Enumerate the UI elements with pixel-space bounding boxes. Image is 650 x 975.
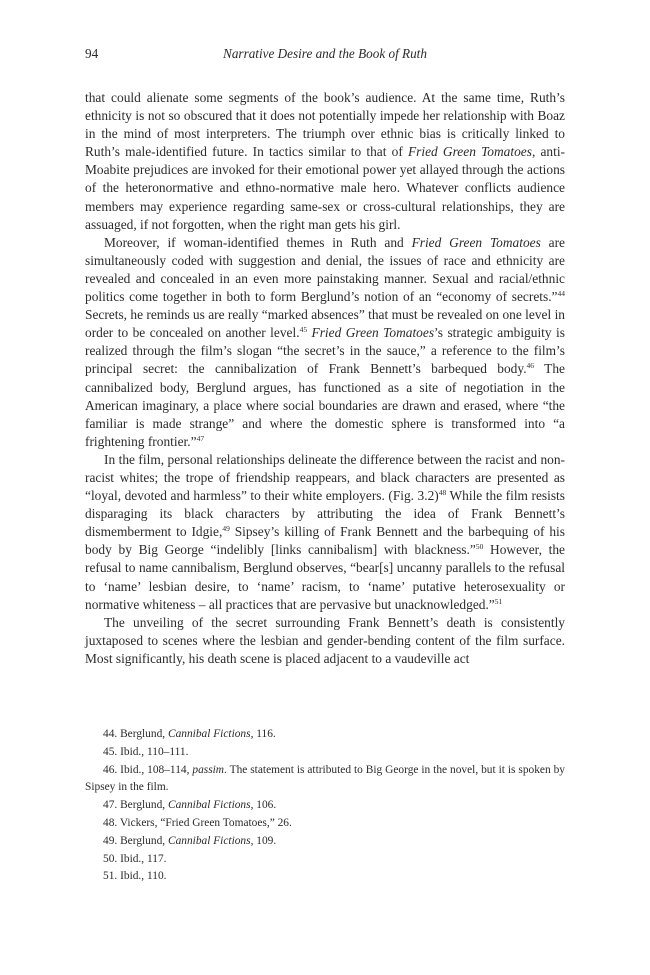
- text-run: , 106.: [250, 799, 277, 812]
- footnote-ref: 50: [475, 542, 484, 552]
- footnote-ref: 46: [526, 361, 535, 371]
- footnote-ref: 45: [299, 325, 308, 335]
- page-header: [85, 46, 565, 64]
- text-run: 51. Ibid., 110.: [103, 870, 167, 883]
- text-run: , 116.: [250, 728, 276, 740]
- footnote-ref: 47: [196, 433, 205, 443]
- footnote: [85, 815, 565, 833]
- text-run: 50. Ibid., 117.: [103, 852, 167, 865]
- text-run: The unveiling of the secret surrounding Frank Bennett’s death is consistently juxtaposed to scenes where the lesbian and gender-bending content of the film surface. Most significantly, his death scene is placed adjacent to a vaudeville act: [85, 614, 565, 666]
- italic-text: Cannibal Fictions: [167, 834, 251, 847]
- text-run: Secrets, he reminds us are really “marked absences” that must be revealed on one level in order to be concealed on another level.: [85, 307, 565, 341]
- footnote: [85, 762, 565, 798]
- page-number: 94: [85, 46, 99, 61]
- text-run: . The statement is attributed to Big George in the novel, but it is spoken by Sipsey in the film.: [85, 763, 565, 794]
- italic-text: Fried Green Tomatoes: [407, 144, 532, 160]
- footnotes: [85, 726, 565, 886]
- italic-text: Fried Green Tomatoes: [311, 325, 435, 341]
- footnote-ref: 51: [494, 596, 503, 606]
- text-run: , 109.: [250, 834, 277, 847]
- text-run: 46. Ibid., 108–114,: [103, 763, 193, 776]
- text-run: 45. Ibid., 110–111.: [103, 745, 189, 758]
- text-run: 44. Berglund,: [103, 728, 168, 740]
- footnote: [85, 744, 565, 762]
- text-run: , anti-Moabite prejudices are invoked for their emotional power yet allayed through the actions of the heteronormative and ethno-normative male hero. Whatever conflicts audience members may experience regarding same-sex or cross-cultural relationships, they are assuaged, if not forgotten, when the right man gets his girl.: [85, 144, 566, 232]
- footnote-ref: 48: [438, 488, 447, 498]
- italic-text: Cannibal Fictions: [167, 799, 251, 812]
- footnote: [85, 833, 565, 851]
- text-run: 47. Berglund,: [103, 799, 168, 812]
- text-run: Sipsey’s killing of Frank Bennett and the barbequing of his body by Big George “indelibly [links cannibalism] with blackness.”: [85, 524, 565, 558]
- footnote: [85, 851, 565, 869]
- paragraph: [85, 614, 565, 668]
- text-run: that could alienate some segments of the book’s audience. At the same time, Ruth’s ethnicity is not so obscured that it does not potentially impede her relationship with Boaz in the mind of most interpreters. The triumph over ethnic bias is critically linked to Ruth’s male-identified future. In tactics similar to that of: [85, 90, 565, 160]
- paragraph: [85, 451, 565, 614]
- text-run: In the film, personal relationships delineate the difference between the racist and non-racist whites; the trope of friendship reappears, and black characters are presented as “loyal, devoted and harmless” to their white employers. (Fig. 3.2): [85, 451, 565, 504]
- text-run: However, the refusal to name cannibalism, Berglund observes, “bear[s] uncanny parallels to the refusal to ‘name’ lesbian desire, to ‘name’ racism, to ‘name’ putative heterosexuality or normative whiteness – all practices that are pervasive but unacknowledged.”: [85, 542, 565, 612]
- italic-text: Cannibal Fictions: [167, 728, 251, 740]
- text-run: 48. Vickers, “Fried Green Tomatoes,” 26.: [103, 816, 292, 829]
- text-run: ’s strategic ambiguity is realized through the film’s slogan “the secret’s in the sauce,” a reference to the film’s principal secret: the cannibalization of Frank Bennett’s barbequed body.: [85, 325, 565, 377]
- footnote-ref: 49: [222, 524, 230, 534]
- text-run: Moreover, if woman-identified themes in Ruth and: [104, 234, 412, 250]
- footnote: [85, 797, 565, 815]
- footnote-ref: 44: [557, 289, 565, 299]
- body-text: [85, 89, 565, 668]
- footnote: [85, 868, 565, 886]
- italic-text: passim: [192, 763, 225, 776]
- text-run: The cannibalized body, Berglund argues, has functioned as a site of negotiation in the American imaginary, a place where social boundaries are drawn and erased, where “the familiar is made strange” and where the domestic sphere is transformed into “a frightening frontier.”: [85, 361, 565, 449]
- paragraph: [85, 234, 565, 451]
- text-run: While the film resists disparaging its black characters by attributing the idea of Frank Bennett’s dismemberment to Idgie,: [85, 488, 565, 540]
- paragraph: [85, 89, 565, 234]
- running-title: Narrative Desire and the Book of Ruth: [223, 46, 427, 61]
- text-run: 49. Berglund,: [103, 834, 168, 847]
- footnote: [85, 726, 565, 744]
- text-run: are simultaneously coded with suggestion and denial, the issues of race and ethnicity are revealed and concealed in an even more painstaking manner. Sexual and racial/ethnic politics come together in both to form Berglund’s notion of an “economy of secrets.”: [85, 234, 565, 305]
- italic-text: Fried Green Tomatoes: [411, 234, 541, 250]
